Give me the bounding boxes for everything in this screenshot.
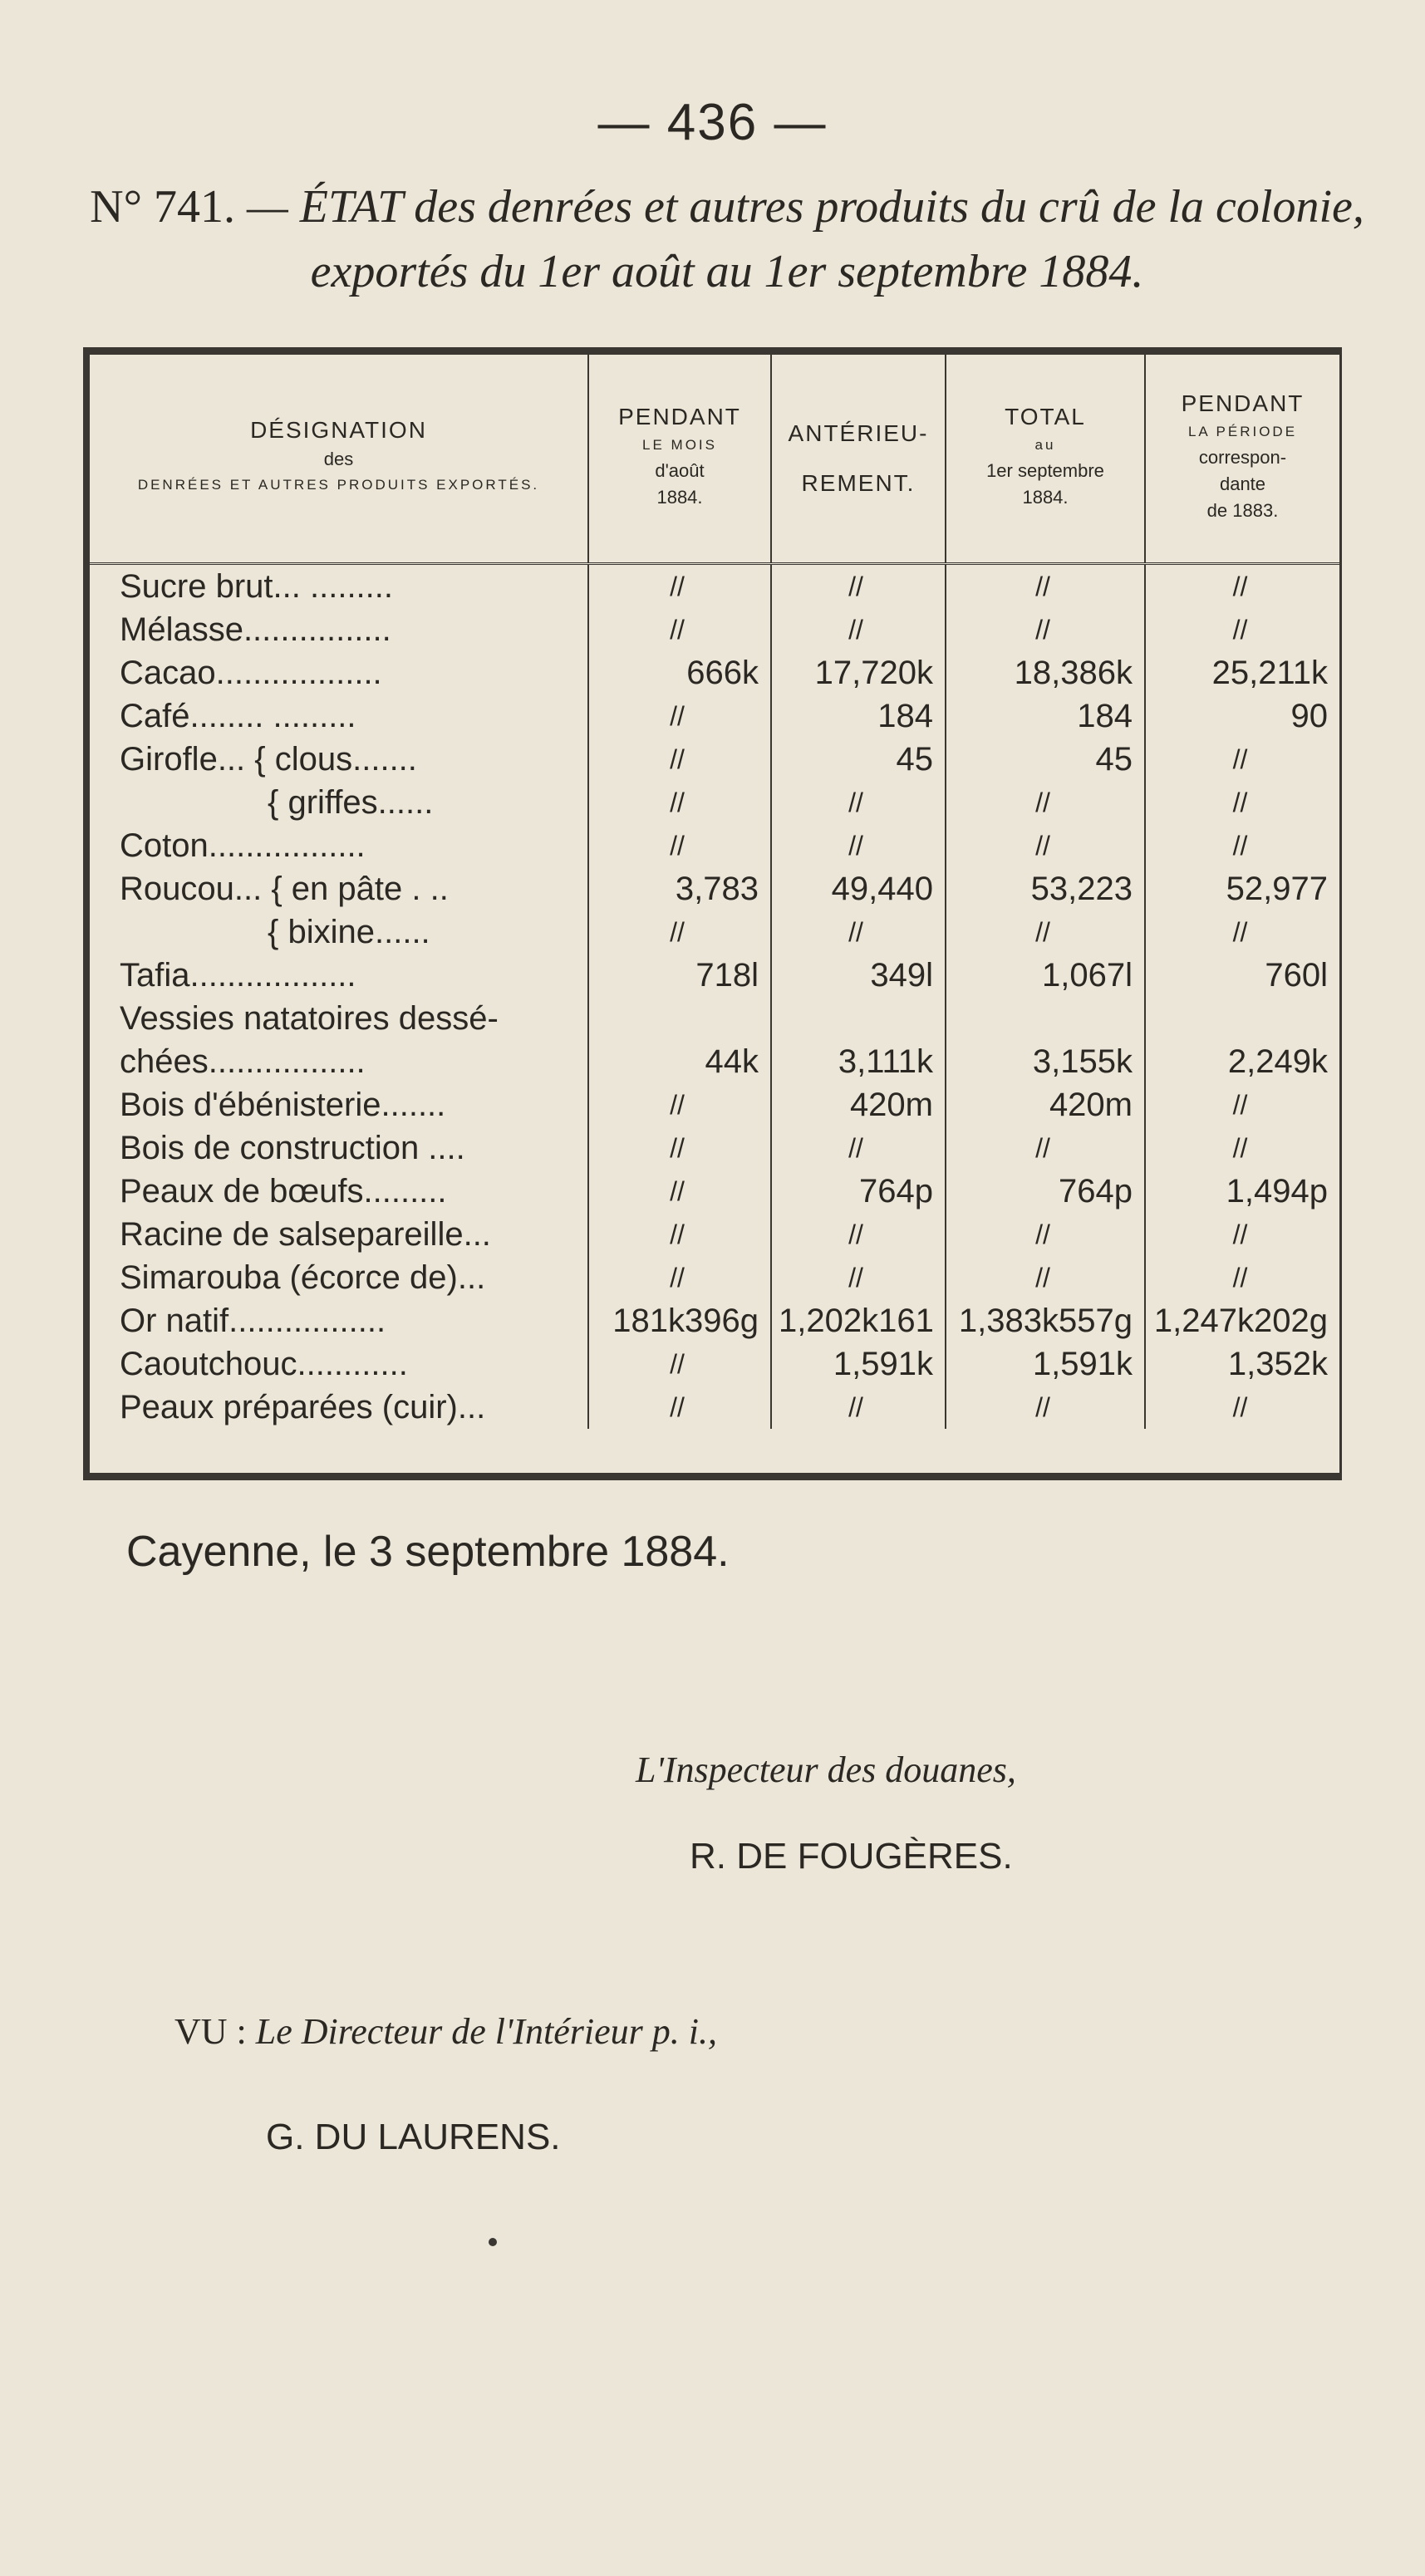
cell-anterieurement: 49,440 — [771, 867, 946, 910]
table-row — [90, 781, 1339, 824]
cell-anterieurement: // — [771, 824, 946, 867]
table-row — [90, 1386, 1339, 1429]
cell-total: // — [946, 824, 1145, 867]
cell-anterieurement: // — [771, 1126, 946, 1170]
header-pendant-mois: PENDANT LE MOIS d'août 1884. — [588, 355, 771, 564]
cell-anterieurement: 420m — [771, 1083, 946, 1126]
cell-periode-1883: // — [1145, 738, 1339, 781]
place-date: Cayenne, le 3 septembre 1884. — [126, 1528, 730, 1576]
export-table — [83, 347, 1342, 1480]
director-name: G. DU LAURENS. — [266, 2117, 561, 2157]
row-label: Roucou... { en pâte . .. — [120, 870, 449, 907]
cell-periode-1883: // — [1145, 1386, 1339, 1429]
cell-mois: // — [588, 738, 771, 781]
cell-anterieurement — [771, 997, 946, 1040]
document-number: N° 741. — [90, 181, 235, 233]
cell-mois: 181k396g — [588, 1299, 771, 1342]
cell-total: 18,386k — [946, 651, 1145, 694]
cell-anterieurement: // — [771, 1213, 946, 1256]
ink-dot — [489, 2238, 497, 2246]
cell-total: 1,383k557g — [946, 1299, 1145, 1342]
cell-anterieurement: // — [771, 564, 946, 609]
cell-total: 53,223 — [946, 867, 1145, 910]
row-label: Racine de salsepareille... — [120, 1215, 491, 1253]
export-table-grid — [90, 355, 1339, 1429]
row-label: Coton................. — [120, 827, 366, 864]
cell-periode-1883: 1,247k202g — [1145, 1299, 1339, 1342]
cell-mois: // — [588, 910, 771, 954]
table-row — [90, 608, 1339, 651]
table-row — [90, 867, 1339, 910]
vu-prefix: VU : — [174, 2011, 247, 2052]
cell-periode-1883: // — [1145, 781, 1339, 824]
cell-total: // — [946, 781, 1145, 824]
cell-periode-1883: // — [1145, 564, 1339, 609]
cell-periode-1883: 25,211k — [1145, 651, 1339, 694]
cell-anterieurement: 764p — [771, 1170, 946, 1213]
cell-mois: 666k — [588, 651, 771, 694]
cell-mois: // — [588, 694, 771, 738]
table-row — [90, 1083, 1339, 1126]
row-label: Peaux préparées (cuir)... — [120, 1388, 486, 1425]
cell-anterieurement: // — [771, 1256, 946, 1299]
cell-mois: // — [588, 564, 771, 609]
cell-mois: // — [588, 1386, 771, 1429]
header-designation: DÉSIGNATION des DENRÉES ET AUTRES PRODUITS EXPORTÉS. — [90, 355, 588, 564]
cell-anterieurement: 1,591k — [771, 1342, 946, 1386]
page-number: — 436 — — [597, 94, 828, 151]
row-label: Mélasse................ — [120, 611, 391, 648]
cell-anterieurement: 17,720k — [771, 651, 946, 694]
cell-total: // — [946, 608, 1145, 651]
row-label: { bixine...... — [268, 913, 430, 950]
row-label: chées................. — [120, 1043, 366, 1080]
row-label: Tafia.................. — [120, 956, 356, 994]
cell-periode-1883: // — [1145, 1083, 1339, 1126]
cell-total: // — [946, 1386, 1145, 1429]
table-row — [90, 824, 1339, 867]
table-row — [90, 1040, 1339, 1083]
row-label: Bois de construction .... — [120, 1129, 465, 1166]
row-label: Café........ ......... — [120, 697, 356, 734]
cell-total — [946, 997, 1145, 1040]
cell-mois: // — [588, 1126, 771, 1170]
table-row — [90, 651, 1339, 694]
header-total: TOTAL au 1er septembre 1884. — [946, 355, 1145, 564]
document-title — [75, 174, 1379, 304]
cell-mois: // — [588, 1213, 771, 1256]
row-label: Cacao.................. — [120, 654, 382, 691]
cell-total: 1,067l — [946, 954, 1145, 997]
vu-line — [174, 2010, 717, 2053]
row-label: Peaux de bœufs......... — [120, 1172, 447, 1209]
row-label: Girofle... { clous....... — [120, 740, 417, 778]
document-title-text: — ÉTAT des denrées et autres produits du crû de la colonie, exportés du 1er août au 1er septembre 1884. — [246, 181, 1364, 297]
table-row — [90, 1342, 1339, 1386]
row-label: { griffes...... — [268, 783, 434, 821]
row-label: Or natif................. — [120, 1302, 386, 1339]
header-anterieurement: ANTÉRIEU- REMENT. — [771, 355, 946, 564]
cell-anterieurement: // — [771, 910, 946, 954]
table-row — [90, 694, 1339, 738]
table-row — [90, 997, 1339, 1040]
cell-periode-1883: // — [1145, 824, 1339, 867]
table-row — [90, 1213, 1339, 1256]
cell-periode-1883: 1,494p — [1145, 1170, 1339, 1213]
cell-total: 45 — [946, 738, 1145, 781]
cell-mois: 44k — [588, 1040, 771, 1083]
row-label: Vessies natatoires dessé- — [120, 999, 499, 1037]
table-row — [90, 1256, 1339, 1299]
cell-periode-1883: // — [1145, 608, 1339, 651]
table-header-row — [90, 355, 1339, 564]
cell-total: 3,155k — [946, 1040, 1145, 1083]
cell-periode-1883: // — [1145, 1126, 1339, 1170]
cell-total: // — [946, 910, 1145, 954]
row-label: Bois d'ébénisterie....... — [120, 1086, 446, 1123]
cell-anterieurement: 3,111k — [771, 1040, 946, 1083]
table-row — [90, 1126, 1339, 1170]
cell-mois: // — [588, 824, 771, 867]
cell-periode-1883: 2,249k — [1145, 1040, 1339, 1083]
cell-mois: // — [588, 1256, 771, 1299]
cell-periode-1883 — [1145, 997, 1339, 1040]
cell-periode-1883: // — [1145, 1256, 1339, 1299]
cell-total: 420m — [946, 1083, 1145, 1126]
cell-anterieurement: 184 — [771, 694, 946, 738]
cell-anterieurement: 45 — [771, 738, 946, 781]
row-label: Sucre brut... ......... — [120, 567, 394, 605]
cell-anterieurement: 349l — [771, 954, 946, 997]
cell-mois: 3,783 — [588, 867, 771, 910]
cell-total: // — [946, 1126, 1145, 1170]
cell-anterieurement: // — [771, 608, 946, 651]
cell-total: // — [946, 1256, 1145, 1299]
cell-total: // — [946, 1213, 1145, 1256]
cell-periode-1883: 760l — [1145, 954, 1339, 997]
table-row — [90, 954, 1339, 997]
table-body — [90, 564, 1339, 1430]
cell-anterieurement: // — [771, 1386, 946, 1429]
table-row — [90, 564, 1339, 609]
cell-periode-1883: 52,977 — [1145, 867, 1339, 910]
table-row — [90, 910, 1339, 954]
cell-anterieurement: // — [771, 781, 946, 824]
cell-total: 764p — [946, 1170, 1145, 1213]
row-label: Caoutchouc............ — [120, 1345, 408, 1382]
cell-periode-1883: 90 — [1145, 694, 1339, 738]
header-periode-1883: PENDANT LA PÉRIODE correspon- dante de 1883. — [1145, 355, 1339, 564]
table-row — [90, 1170, 1339, 1213]
cell-anterieurement: 1,202k161 — [771, 1299, 946, 1342]
inspector-name: R. DE FOUGÈRES. — [690, 1836, 1013, 1877]
cell-mois: // — [588, 1342, 771, 1386]
cell-mois — [588, 997, 771, 1040]
cell-mois: // — [588, 1170, 771, 1213]
table-row — [90, 738, 1339, 781]
cell-mois: // — [588, 781, 771, 824]
cell-mois: 718l — [588, 954, 771, 997]
cell-periode-1883: 1,352k — [1145, 1342, 1339, 1386]
table-row — [90, 1299, 1339, 1342]
cell-total: 184 — [946, 694, 1145, 738]
cell-mois: // — [588, 608, 771, 651]
row-label: Simarouba (écorce de)... — [120, 1259, 486, 1296]
cell-periode-1883: // — [1145, 910, 1339, 954]
cell-total: 1,591k — [946, 1342, 1145, 1386]
cell-periode-1883: // — [1145, 1213, 1339, 1256]
vu-text: Le Directeur de l'Intérieur p. i., — [255, 2011, 718, 2052]
cell-mois: // — [588, 1083, 771, 1126]
inspector-title: L'Inspecteur des douanes, — [636, 1749, 1016, 1790]
cell-total: // — [946, 564, 1145, 609]
